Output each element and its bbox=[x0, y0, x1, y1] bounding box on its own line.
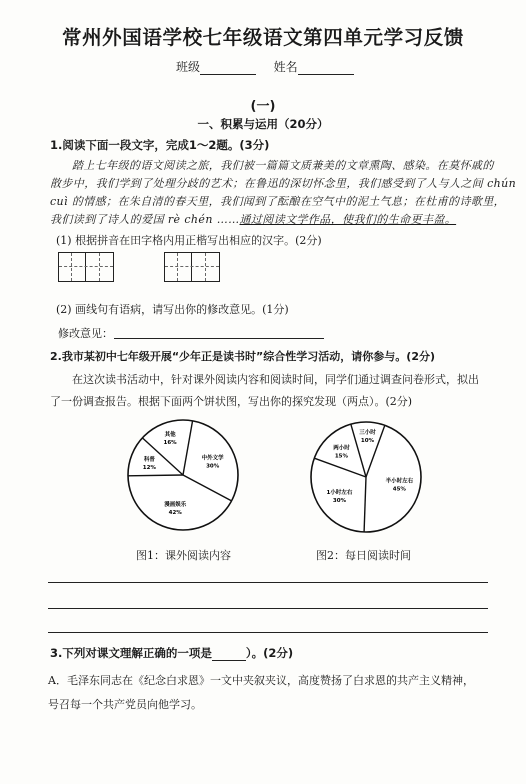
page-title: 常州外国语学校七年级语文第四单元学习反馈 bbox=[61, 26, 464, 49]
pie-slice-value: 10% bbox=[360, 438, 375, 445]
q1-sub1: (1) 根据拼音在田字格内用正楷写出相应的汉字。(2分) bbox=[56, 234, 322, 247]
class-label: 班级 bbox=[176, 60, 201, 74]
pie-chart-reading-time bbox=[308, 419, 424, 535]
q1-passage-line-last bbox=[50, 211, 456, 227]
tianzige-grid-1[interactable] bbox=[58, 252, 114, 282]
pie-slice-label: 中外文学 bbox=[201, 455, 224, 462]
pie-slice-label: 科普 bbox=[143, 457, 155, 464]
pie-slice-label: 漫画娱乐 bbox=[164, 502, 187, 509]
q2-answer-line-3[interactable] bbox=[48, 632, 488, 633]
q3-title-row bbox=[50, 645, 293, 661]
pie-chart-reading-content bbox=[125, 417, 241, 533]
pie-slice-label: 两小时 bbox=[333, 445, 350, 452]
q2-title: 2.我市某初中七年级开展“少年正是读书时”综合性学习活动，请你参与。(2分) bbox=[50, 350, 435, 363]
pie-slice-label: 半小时左右 bbox=[385, 478, 414, 485]
q1-title: 1.阅读下面一段文字，完成1～2题。(3分) bbox=[50, 138, 270, 152]
pie-slice-value: 12% bbox=[142, 465, 156, 472]
q2-para-line: 在这次读书活动中，针对课外阅读内容和阅读时间，同学们通过调查问卷形式，拟出 bbox=[72, 373, 479, 386]
q1-fix-label: 修改意见： bbox=[58, 327, 113, 340]
q2-answer-line-1[interactable] bbox=[48, 582, 488, 583]
q1-passage-line: 踏上七年级的语文阅读之旅，我们被一篇篇文质兼美的文章熏陶、感染。在莫怀戚的 bbox=[72, 159, 494, 172]
tianzige-grid-2[interactable] bbox=[164, 252, 220, 282]
pie-slice-value: 16% bbox=[163, 440, 177, 447]
name-label: 姓名 bbox=[273, 60, 298, 74]
student-info-row bbox=[176, 58, 354, 75]
q3-option-a-line: 号召每一个共产党员向他学习。 bbox=[48, 698, 202, 711]
q3-title: 3.下列对课文理解正确的一项是 bbox=[50, 646, 212, 660]
pie-slice-value: 42% bbox=[168, 510, 182, 517]
q3-title-tail: ）。(2分) bbox=[245, 646, 294, 660]
q1-passage-line: 散步中，我们学到了处理分歧的艺术；在鲁迅的深切怀念里，我们感受到了人与人之间 chún bbox=[50, 177, 517, 190]
section-label: 一、积累与运用（20分） bbox=[197, 117, 329, 131]
pie-slice-value: 15% bbox=[334, 453, 349, 460]
pie-slice-value: 30% bbox=[206, 463, 220, 470]
class-blank[interactable] bbox=[200, 62, 256, 75]
name-blank[interactable] bbox=[298, 62, 354, 75]
q2-answer-line-2[interactable] bbox=[48, 608, 488, 609]
q2-para-line: 了一份调查报告。根据下面两个饼状图，写出你的探究发现（两点）。(2分) bbox=[50, 395, 413, 408]
q1-passage-text: 我们读到了诗人的爱国 rè chén …… bbox=[50, 213, 240, 226]
q3-answer-blank[interactable] bbox=[212, 649, 246, 661]
q1-passage-line: cuì 的情感；在朱自清的春天里，我们闻到了酝酿在空气中的泥土气息；在杜甫的诗歌里， bbox=[50, 195, 506, 208]
pie2-caption: 图2：每日阅读时间 bbox=[316, 549, 411, 562]
q1-sub2: (2) 画线句有语病，请写出你的修改意见。(1分) bbox=[56, 303, 289, 316]
pie-slice-label: 三小时 bbox=[359, 430, 376, 437]
pie-slice-value: 45% bbox=[392, 486, 406, 493]
pie-slice-label: 1小时左右 bbox=[326, 489, 353, 496]
q1-fix-answer-line[interactable] bbox=[114, 338, 324, 339]
q1-underlined-sentence: 通过阅读文学作品，使我们的生命更丰盈。 bbox=[239, 213, 457, 226]
pie-slice-value: 30% bbox=[332, 497, 347, 504]
pie1-caption: 图1：课外阅读内容 bbox=[136, 549, 231, 562]
pie-slice-label: 其他 bbox=[164, 432, 176, 439]
part-label: (一) bbox=[250, 99, 276, 114]
pie-slice-boundary bbox=[128, 475, 183, 476]
q3-option-a-line: A．毛泽东同志在《纪念白求恩》一文中夹叙夹议，高度赞扬了白求恩的共产主义精神， bbox=[48, 674, 474, 687]
